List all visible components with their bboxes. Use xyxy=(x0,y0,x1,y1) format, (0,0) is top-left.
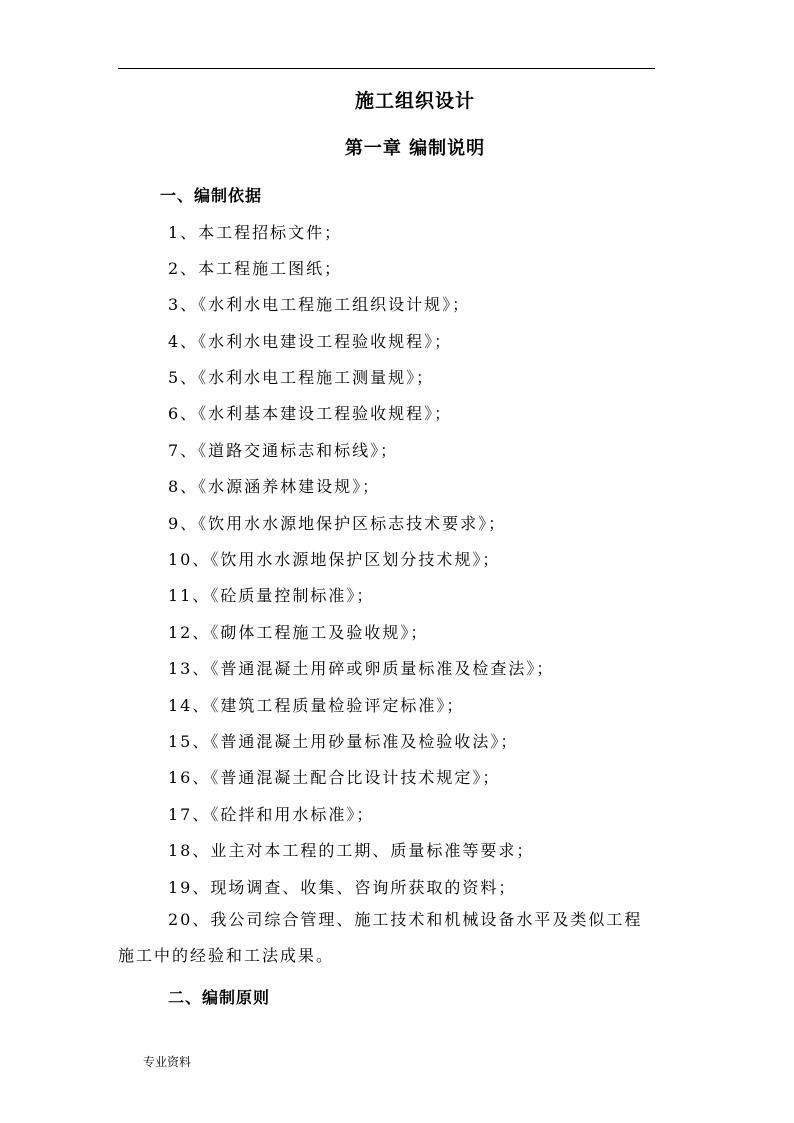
list-item: 17、《砼拌和用水标准》； xyxy=(168,805,375,824)
list-item: 9、《饮用水水源地保护区标志技术要求》； xyxy=(168,514,507,533)
footer-note: 专业资料 xyxy=(143,1055,192,1069)
list-item: 4、《水利水电建设工程验收规程》； xyxy=(168,332,453,351)
section-heading-basis: 一、编制依据 xyxy=(160,186,263,205)
list-item: 1、本工程招标文件； xyxy=(168,223,343,242)
list-item: 12、《砌体工程施工及验收规》； xyxy=(168,623,429,642)
chapter-title: 第一章 编制说明 xyxy=(344,138,486,159)
list-item: 8、《水源涵养林建设规》； xyxy=(168,477,381,496)
list-item: 11、《砼质量控制标准》； xyxy=(168,586,375,605)
list-item: 15、《普通混凝土用砂量标准及检验收法》； xyxy=(168,732,519,751)
section-heading-principles: 二、编制原则 xyxy=(168,988,271,1007)
list-item: 14、《建筑工程质量检验评定标准》； xyxy=(168,696,465,715)
list-item: 10、《饮用水水源地保护区划分技术规》； xyxy=(168,550,501,569)
list-item: 6、《水利基本建设工程验收规程》； xyxy=(168,404,453,423)
list-item: 5、《水利水电工程施工测量规》； xyxy=(168,368,435,387)
list-item: 3、《水利水电工程施工组织设计规》； xyxy=(168,295,471,314)
list-item: 2、本工程施工图纸； xyxy=(168,259,343,278)
list-item: 7、《道路交通标志和标线》； xyxy=(168,441,399,460)
list-item: 16、《普通混凝土配合比设计技术规定》； xyxy=(168,768,501,787)
list-item: 18、业主对本工程的工期、质量标准等要求； xyxy=(168,841,535,860)
list-item-wrapped: 20、我公司综合管理、施工技术和机械设备水平及类似工程施工中的经验和工法成果。 xyxy=(118,910,643,965)
header-rule xyxy=(118,68,655,69)
list-item: 19、现场调查、收集、咨询所获取的资料； xyxy=(168,878,517,897)
list-item: 13、《普通混凝土用碎或卵质量标准及检查法》； xyxy=(168,659,555,678)
document-title: 施工组织设计 xyxy=(354,90,475,112)
